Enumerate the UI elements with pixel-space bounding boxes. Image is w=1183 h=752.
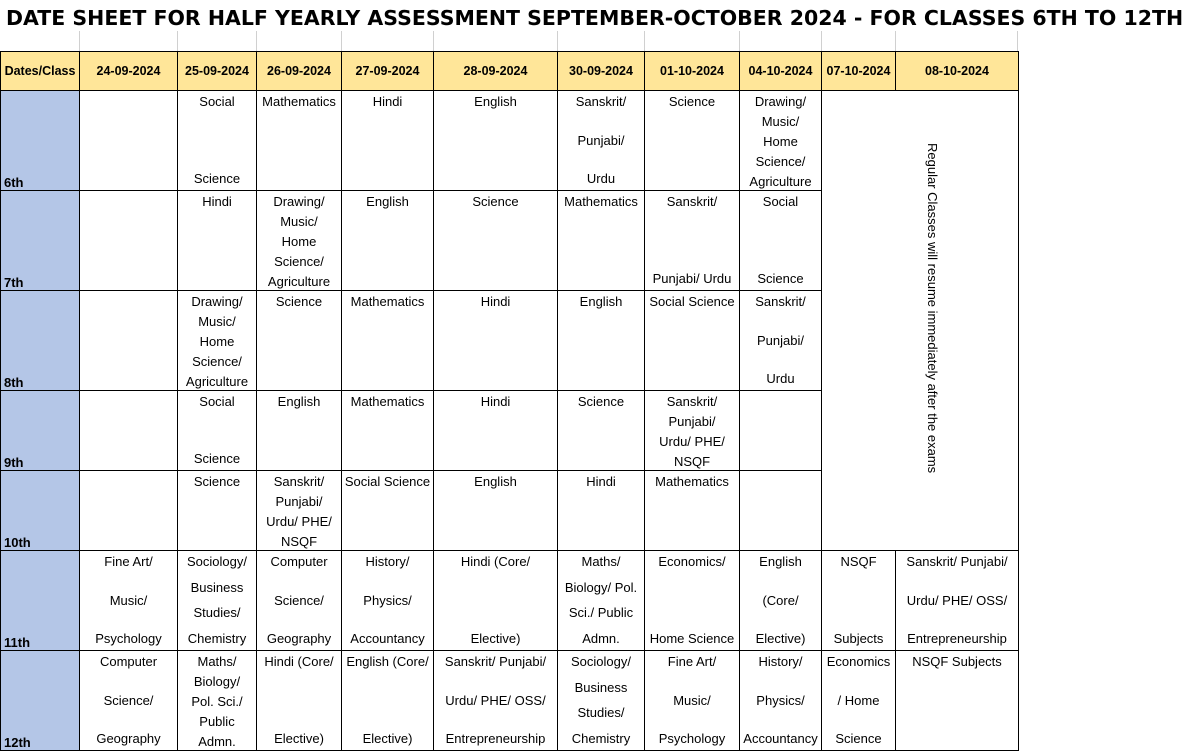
subject-line: Public bbox=[199, 714, 235, 729]
subject-line: Business bbox=[190, 579, 244, 595]
subject-cell bbox=[257, 551, 342, 651]
subject-cell bbox=[80, 471, 178, 551]
subject-cell bbox=[740, 471, 822, 551]
subject-cell bbox=[740, 91, 822, 191]
subject-line: English bbox=[759, 554, 802, 569]
subject-line: Admn. bbox=[582, 630, 620, 646]
subject-line: Punjabi/ bbox=[668, 414, 716, 429]
subject-line: Psychology bbox=[658, 731, 726, 746]
subject-line: Punjabi/ bbox=[577, 132, 625, 148]
subject-line: Pol. Sci./ bbox=[191, 694, 243, 709]
subject-cell bbox=[740, 291, 822, 391]
class-label: 8th bbox=[1, 291, 80, 391]
subject-line: Hindi bbox=[480, 394, 511, 409]
subject-line: Elective) bbox=[274, 731, 324, 746]
subject-line: English bbox=[366, 194, 409, 209]
subject-line: Agriculture bbox=[267, 274, 331, 289]
subject-line: Sanskrit/ bbox=[666, 194, 718, 209]
subject-cell bbox=[558, 91, 645, 191]
subject-cell bbox=[645, 651, 740, 751]
subject-line: English bbox=[474, 474, 517, 489]
subject-cell bbox=[178, 471, 257, 551]
subject-cell bbox=[257, 91, 342, 191]
subject-cell bbox=[178, 191, 257, 291]
date-header: 24-09-2024 bbox=[80, 52, 178, 91]
subject-cell bbox=[558, 551, 645, 651]
subject-line: Science bbox=[193, 171, 241, 186]
subject-line: Biology/ bbox=[193, 674, 241, 689]
class-label: 10th bbox=[1, 471, 80, 551]
subject-cell bbox=[740, 391, 822, 471]
subject-cell bbox=[178, 91, 257, 191]
subject-line: Maths/ bbox=[581, 554, 621, 569]
subject-line: Economics bbox=[826, 654, 891, 669]
subject-cell bbox=[740, 191, 822, 291]
header-row bbox=[1, 52, 1019, 91]
subject-line: Drawing/ bbox=[754, 94, 807, 109]
subject-line: Punjabi/ Urdu bbox=[652, 271, 732, 286]
subject-cell bbox=[645, 391, 740, 471]
table-row bbox=[1, 651, 1019, 751]
date-header: 01-10-2024 bbox=[645, 52, 740, 91]
subject-line: Subjects bbox=[833, 631, 884, 646]
subject-line: Home Science bbox=[649, 631, 735, 646]
date-header: 07-10-2024 bbox=[822, 52, 896, 91]
subject-line: Fine Art/ bbox=[104, 554, 153, 569]
subject-line: Social bbox=[199, 94, 235, 109]
subject-cell bbox=[645, 471, 740, 551]
class-label: 6th bbox=[1, 91, 80, 191]
subject-cell bbox=[342, 651, 434, 751]
subject-line: Sanskrit/ bbox=[273, 474, 325, 489]
subject-cell bbox=[434, 191, 558, 291]
subject-line: English bbox=[474, 94, 517, 109]
subject-line: Science bbox=[193, 451, 241, 466]
subject-cell bbox=[257, 291, 342, 391]
subject-cell bbox=[645, 91, 740, 191]
subject-cell bbox=[80, 391, 178, 471]
subject-line: Studies/ bbox=[193, 605, 241, 621]
subject-cell bbox=[257, 471, 342, 551]
subject-cell bbox=[740, 551, 822, 651]
date-header: 08-10-2024 bbox=[896, 52, 1019, 91]
subject-cell bbox=[896, 551, 1019, 651]
subject-cell bbox=[558, 191, 645, 291]
subject-line: Studies/ bbox=[577, 705, 625, 721]
class-label: 12th bbox=[1, 651, 80, 751]
subject-line: / Home bbox=[837, 692, 880, 708]
subject-line: Social bbox=[762, 194, 799, 209]
subject-line: English bbox=[579, 294, 623, 309]
subject-line: Fine Art/ bbox=[667, 654, 717, 669]
subject-line: Chemistry bbox=[187, 630, 247, 646]
subject-line: Punjabi/ bbox=[275, 494, 323, 509]
subject-line: Urdu bbox=[586, 171, 616, 186]
subject-cell bbox=[558, 291, 645, 391]
resume-note: Regular Classes will resume immediately after the exams bbox=[925, 143, 940, 474]
subject-line: Hindi bbox=[586, 474, 616, 489]
subject-line: Music/ bbox=[109, 592, 148, 608]
subject-line: Science bbox=[577, 394, 625, 409]
subject-cell bbox=[434, 291, 558, 391]
subject-line: Hindi bbox=[372, 94, 403, 109]
subject-line: Sociology/ bbox=[187, 554, 247, 569]
subject-line: Economics/ bbox=[658, 554, 726, 569]
subject-line: Mathematics bbox=[564, 194, 638, 209]
subject-line: Science/ bbox=[274, 592, 324, 608]
subject-line: Hindi (Core/ bbox=[264, 654, 334, 669]
subject-cell bbox=[257, 191, 342, 291]
subject-line: Science/ bbox=[755, 154, 806, 169]
subject-cell bbox=[80, 651, 178, 751]
subject-line: Science bbox=[193, 474, 241, 489]
subject-line: (Core/ bbox=[762, 592, 799, 608]
subject-line: Sanskrit/ Punjabi/ bbox=[906, 554, 1008, 569]
subject-cell bbox=[434, 471, 558, 551]
class-label: 9th bbox=[1, 391, 80, 471]
subject-cell bbox=[434, 651, 558, 751]
subject-line: Urdu/ PHE/ OSS/ bbox=[906, 592, 1008, 608]
subject-line: Urdu/ PHE/ bbox=[659, 434, 725, 449]
subject-cell bbox=[80, 91, 178, 191]
subject-cell bbox=[896, 651, 1019, 751]
subject-line: NSQF bbox=[840, 554, 877, 569]
subject-line: Biology/ Pol. bbox=[564, 579, 638, 595]
subject-line: Elective) bbox=[470, 631, 521, 646]
subject-cell bbox=[178, 651, 257, 751]
subject-line: Geography bbox=[96, 731, 161, 746]
table-row bbox=[1, 91, 1019, 191]
subject-line: Accountancy bbox=[350, 631, 425, 646]
subject-line: NSQF bbox=[673, 454, 711, 469]
subject-cell bbox=[645, 291, 740, 391]
subject-line: Science bbox=[668, 94, 716, 109]
subject-line: Sanskrit/ bbox=[755, 294, 806, 309]
subject-line: Science bbox=[835, 731, 882, 746]
subject-cell bbox=[178, 551, 257, 651]
subject-cell bbox=[80, 551, 178, 651]
subject-line: Chemistry bbox=[571, 730, 631, 746]
subject-line: Social Science bbox=[344, 474, 431, 489]
subject-line: Home bbox=[199, 334, 235, 349]
subject-cell bbox=[645, 191, 740, 291]
subject-line: Science/ bbox=[192, 354, 242, 369]
subject-line: Computer bbox=[270, 554, 328, 569]
subject-line: Elective) bbox=[362, 731, 413, 746]
subject-line: Hindi bbox=[480, 294, 511, 309]
subject-cell bbox=[178, 391, 257, 471]
subject-line: Physics/ bbox=[756, 692, 805, 708]
subject-line: English bbox=[277, 394, 321, 409]
subject-cell bbox=[342, 391, 434, 471]
subject-line: Music/ bbox=[280, 214, 318, 229]
subject-line: Business bbox=[574, 679, 628, 695]
subject-line: Sci./ Public bbox=[568, 605, 634, 621]
subject-cell bbox=[558, 391, 645, 471]
subject-line: Accountancy bbox=[743, 731, 818, 746]
subject-line: Physics/ bbox=[363, 592, 412, 608]
subject-cell bbox=[434, 391, 558, 471]
subject-cell bbox=[822, 651, 896, 751]
date-header: 28-09-2024 bbox=[434, 52, 558, 91]
subject-line: Psychology bbox=[95, 631, 162, 646]
resume-note-cell bbox=[822, 91, 1019, 551]
subject-cell bbox=[342, 291, 434, 391]
subject-line: Urdu/ PHE/ bbox=[266, 514, 332, 529]
subject-line: Entrepreneurship bbox=[445, 731, 546, 746]
subject-line: History/ bbox=[758, 654, 803, 669]
subject-line: History/ bbox=[365, 554, 410, 569]
subject-cell bbox=[80, 291, 178, 391]
subject-cell bbox=[645, 551, 740, 651]
subject-line: Sanskrit/ bbox=[666, 394, 718, 409]
subject-line: Urdu bbox=[766, 371, 795, 386]
subject-line: Admn. bbox=[198, 734, 236, 749]
subject-cell bbox=[178, 291, 257, 391]
date-sheet-table bbox=[0, 51, 1019, 751]
subject-cell bbox=[558, 471, 645, 551]
subject-line: Sanskrit/ bbox=[575, 94, 627, 109]
subject-cell bbox=[80, 191, 178, 291]
subject-line: Home bbox=[763, 134, 798, 149]
subject-line: Science/ bbox=[103, 692, 154, 708]
date-header: 30-09-2024 bbox=[558, 52, 645, 91]
subject-cell bbox=[342, 91, 434, 191]
subject-line: Geography bbox=[266, 631, 332, 646]
subject-line: Agriculture bbox=[749, 174, 812, 189]
subject-line: Science/ bbox=[274, 254, 324, 269]
subject-line: Mathematics bbox=[655, 474, 729, 489]
subject-cell bbox=[434, 91, 558, 191]
subject-cell bbox=[434, 551, 558, 651]
class-label: 7th bbox=[1, 191, 80, 291]
subject-line: Sanskrit/ Punjabi/ bbox=[444, 654, 547, 669]
subject-line: Mathematics bbox=[262, 94, 336, 109]
date-header: 27-09-2024 bbox=[342, 52, 434, 91]
subject-line: Mathematics bbox=[350, 294, 425, 309]
subject-line: Agriculture bbox=[185, 374, 249, 389]
subject-line: Music/ bbox=[673, 692, 711, 708]
subject-line: Mathematics bbox=[350, 394, 425, 409]
subject-line: Hindi bbox=[202, 194, 232, 209]
subject-cell bbox=[822, 551, 896, 651]
table-row bbox=[1, 551, 1019, 651]
subject-line: Hindi (Core/ bbox=[460, 554, 531, 569]
subject-line: Sociology/ bbox=[571, 654, 631, 669]
subject-line: Urdu/ PHE/ OSS/ bbox=[445, 692, 546, 708]
subject-line: Maths/ bbox=[197, 654, 237, 669]
date-header: 26-09-2024 bbox=[257, 52, 342, 91]
subject-line: Music/ bbox=[198, 314, 236, 329]
subject-cell bbox=[257, 651, 342, 751]
subject-line: Punjabi/ bbox=[757, 332, 804, 348]
subject-line: Elective) bbox=[755, 631, 806, 646]
subject-line: English (Core/ bbox=[346, 654, 429, 669]
subject-line: Social Science bbox=[649, 294, 735, 309]
subject-line: Drawing/ bbox=[191, 294, 243, 309]
subject-line: Social bbox=[199, 394, 235, 409]
page-title: DATE SHEET FOR HALF YEARLY ASSESSMENT SEPTEMBER-OCTOBER 2024 - FOR CLASSES 6TH TO 12TH bbox=[6, 6, 1183, 30]
subject-line: NSQF Subjects bbox=[912, 654, 1002, 669]
subject-line: Entrepreneurship bbox=[907, 631, 1007, 646]
subject-line: Music/ bbox=[761, 114, 800, 129]
subject-line: Computer bbox=[99, 654, 158, 669]
subject-line: Home bbox=[281, 234, 317, 249]
date-header: 04-10-2024 bbox=[740, 52, 822, 91]
subject-line: Science bbox=[472, 194, 519, 209]
spacer-row bbox=[0, 31, 1019, 51]
subject-cell bbox=[558, 651, 645, 751]
subject-cell bbox=[257, 391, 342, 471]
subject-cell bbox=[342, 471, 434, 551]
subject-cell bbox=[342, 191, 434, 291]
subject-cell bbox=[740, 651, 822, 751]
subject-cell bbox=[342, 551, 434, 651]
subject-line: NSQF bbox=[280, 534, 318, 549]
subject-line: Science bbox=[757, 271, 804, 286]
corner-header: Dates/Class bbox=[1, 52, 80, 91]
subject-line: Drawing/ bbox=[273, 194, 325, 209]
class-label: 11th bbox=[1, 551, 80, 651]
date-header: 25-09-2024 bbox=[178, 52, 257, 91]
subject-line: Science bbox=[275, 294, 323, 309]
